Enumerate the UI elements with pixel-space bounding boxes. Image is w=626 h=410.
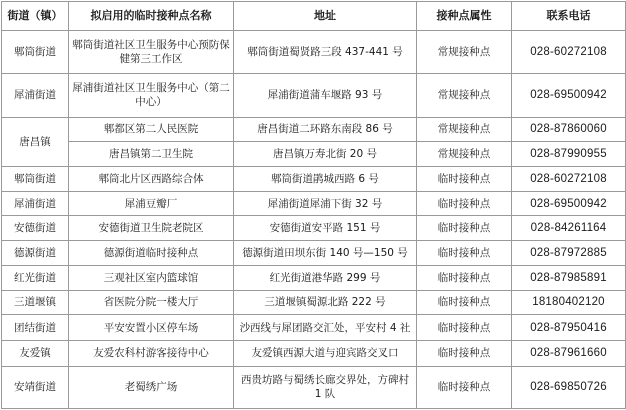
- table-row: [2, 142, 626, 167]
- cell-address: 沙西线与犀团路交汇处，平安村 4 社: [234, 315, 417, 341]
- cell-address: 友爱镇西源大道与迎宾路交叉口: [234, 340, 417, 366]
- cell-address: 西贵坊路与蜀绣长廊交界处，方碑村 1 队: [234, 366, 417, 408]
- cell-street: 安德街道: [2, 216, 69, 241]
- cell-address: 郫筒街道蜀贤路三段 437-441 号: [234, 31, 417, 74]
- cell-street: 安靖街道: [2, 366, 69, 408]
- cell-street: 郫筒街道: [2, 31, 69, 74]
- cell-site-type: 临时接种点: [417, 265, 512, 290]
- cell-address: 郫筒街道鹃城西路 6 号: [234, 166, 417, 191]
- table-row: [2, 166, 626, 191]
- cell-site-name: 安德街道卫生院老院区: [69, 216, 234, 241]
- cell-phone: 028-87950416: [512, 315, 626, 341]
- table-row: [2, 265, 626, 290]
- cell-street: 德源街道: [2, 241, 69, 266]
- cell-phone: 028-60272108: [512, 166, 626, 191]
- cell-phone: 028-84261164: [512, 216, 626, 241]
- cell-site-name: 三观社区室内篮球馆: [69, 265, 234, 290]
- cell-site-type: 临时接种点: [417, 315, 512, 341]
- cell-street: 三道堰镇: [2, 290, 69, 315]
- cell-address: 犀浦街道蒲车堰路 93 号: [234, 74, 417, 117]
- cell-street: 红光街道: [2, 265, 69, 290]
- table-row: [2, 290, 626, 315]
- cell-site-name: 郫筒北片区西路综合体: [69, 166, 234, 191]
- cell-site-name: 老蜀绣广场: [69, 366, 234, 408]
- table-row: [2, 315, 626, 341]
- cell-site-name: 友爱农科村游客接待中心: [69, 340, 234, 366]
- cell-phone: 028-87961660: [512, 340, 626, 366]
- header-site-name: 拟启用的临时接种点名称: [69, 2, 234, 31]
- table-row: [2, 216, 626, 241]
- cell-address: 唐昌街道二环路东南段 86 号: [234, 117, 417, 142]
- header-site-type: 接种点属性: [417, 2, 512, 31]
- table-row: [2, 366, 626, 408]
- cell-site-type: 临时接种点: [417, 241, 512, 266]
- cell-site-type: 临时接种点: [417, 340, 512, 366]
- table-row: [2, 241, 626, 266]
- cell-site-name: 犀浦豆瓣厂: [69, 191, 234, 216]
- cell-street: 团结街道: [2, 315, 69, 341]
- cell-phone: 028-87990955: [512, 142, 626, 167]
- cell-phone: 028-87985891: [512, 265, 626, 290]
- cell-street: 犀浦街道: [2, 191, 69, 216]
- cell-site-type: 临时接种点: [417, 191, 512, 216]
- table-row: [2, 340, 626, 366]
- cell-phone: 028-60272108: [512, 31, 626, 74]
- cell-phone: 028-87972885: [512, 241, 626, 266]
- cell-site-type: 临时接种点: [417, 366, 512, 408]
- cell-site-name: 郫筒街道社区卫生服务中心预防保健第三工作区: [69, 31, 234, 74]
- cell-phone: 028-69500942: [512, 74, 626, 117]
- header-street: 街道（镇）: [2, 2, 69, 31]
- cell-phone: 18180402120: [512, 290, 626, 315]
- table-row: [2, 117, 626, 142]
- cell-site-name: 郫都区第二人民医院: [69, 117, 234, 142]
- vaccination-sites-table: [1, 1, 626, 409]
- cell-address: 德源街道田坝东街 140 号—150 号: [234, 241, 417, 266]
- cell-phone: 028-69500942: [512, 191, 626, 216]
- cell-street: 犀浦街道: [2, 74, 69, 117]
- cell-site-type: 临时接种点: [417, 290, 512, 315]
- cell-address: 安德街道安平路 151 号: [234, 216, 417, 241]
- cell-address: 红光街道港华路 299 号: [234, 265, 417, 290]
- cell-address: 唐昌镇万寿北街 20 号: [234, 142, 417, 167]
- cell-site-type: 常规接种点: [417, 142, 512, 167]
- cell-street: 友爱镇: [2, 340, 69, 366]
- cell-site-name: 省医院分院一楼大厅: [69, 290, 234, 315]
- cell-address: 三道堰镇蜀源北路 222 号: [234, 290, 417, 315]
- cell-site-type: 常规接种点: [417, 74, 512, 117]
- cell-street: 郫筒街道: [2, 166, 69, 191]
- table-header-row: [2, 2, 626, 31]
- cell-street: 唐昌镇: [2, 117, 69, 166]
- table-row: [2, 31, 626, 74]
- header-phone: 联系电话: [512, 2, 626, 31]
- cell-site-type: 临时接种点: [417, 166, 512, 191]
- cell-site-name: 德源街道临时接种点: [69, 241, 234, 266]
- cell-address: 犀浦街道犀浦下街 32 号: [234, 191, 417, 216]
- cell-site-name: 平安安置小区停车场: [69, 315, 234, 341]
- header-address: 地址: [234, 2, 417, 31]
- table-row: [2, 74, 626, 117]
- cell-site-type: 临时接种点: [417, 216, 512, 241]
- table-row: [2, 191, 626, 216]
- cell-site-type: 常规接种点: [417, 31, 512, 74]
- cell-site-name: 唐昌镇第二卫生院: [69, 142, 234, 167]
- cell-phone: 028-69850726: [512, 366, 626, 408]
- cell-site-name: 犀浦街道社区卫生服务中心（第二中心）: [69, 74, 234, 117]
- cell-phone: 028-87860060: [512, 117, 626, 142]
- cell-site-type: 常规接种点: [417, 117, 512, 142]
